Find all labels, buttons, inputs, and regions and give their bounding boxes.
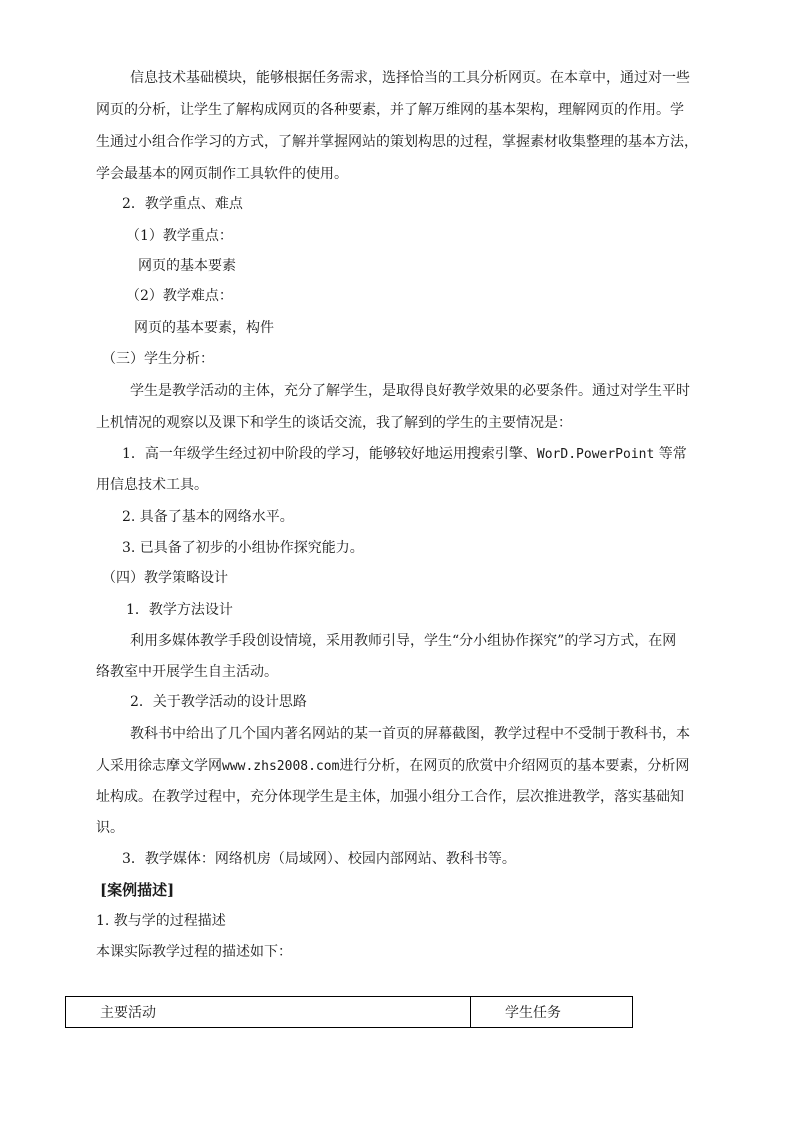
para1-line4: 学会最基本的网页制作工具软件的使用。 [96, 166, 348, 182]
strategy-p1-line2: 络教室中开展学生自主活动。 [96, 664, 278, 680]
students-item3: 3. 已具备了初步的小组协作探究能力。 [122, 540, 364, 556]
students-item2: 2. 具备了基本的网络水平。 [122, 509, 294, 525]
difficulty-label: （2）教学难点： [126, 288, 233, 304]
strategy-p2-line4: 识。 [96, 820, 124, 836]
table-header-activity: 主要活动 [66, 997, 471, 1028]
students-line2: 上机情况的观察以及课下和学生的谈话交流，我了解到的学生的主要情况是： [96, 415, 572, 431]
focus-text: 网页的基本要素 [138, 258, 236, 274]
section-heading-students: （三）学生分析： [102, 351, 214, 367]
case-item1: 1. 教与学的过程描述 [96, 913, 226, 929]
strategy-p2-line2 [96, 756, 689, 777]
table-header-task: 学生任务 [471, 997, 633, 1028]
para1-line1: 信息技术基础模块，能够根据任务需求，选择恰当的工具分析网页。在本章中，通过对一些 [130, 70, 690, 86]
para1-line2: 网页的分析，让学生了解构成网页的各种要素，并了解万维网的基本架构，理解网页的作用。学 [96, 102, 684, 118]
students-item1-line1 [122, 444, 687, 465]
strategy-p2-line1: 教科书中给出了几个国内著名网站的某一首页的屏幕截图，教学过程中不受制于教科书，本 [130, 726, 690, 742]
case-intro: 本课实际教学过程的描述如下： [96, 944, 292, 960]
strategy-p1-line1: 利用多媒体教学手段创设情境，采用教师引导，学生“分小组协作探究”的学习方式，在网 [130, 633, 677, 649]
website-url: www.zhs2008.com [222, 759, 340, 774]
table-header-row [66, 997, 633, 1028]
students-line1: 学生是教学活动的主体，充分了解学生，是取得良好教学效果的必要条件。通过对学生平时 [130, 383, 690, 399]
strategy-sub3: 3．教学媒体：网络机房（局域网）、校园内部网站、教科书等。 [122, 851, 516, 867]
strategy-sub2: 2．关于教学活动的设计思路 [130, 694, 307, 710]
para1-line3: 生通过小组合作学习的方式，了解并掌握网站的策划构思的过程，掌握素材收集整理的基本方法， [96, 134, 698, 150]
item1-software: WorD.PowerPoint [536, 447, 655, 462]
strategy-sub1: 1．教学方法设计 [126, 602, 233, 618]
item1-text-a: 1．高一年级学生经过初中阶段的学习，能够较好地运用搜索引擎、 [122, 446, 537, 462]
focus-label: （1）教学重点： [126, 228, 233, 244]
item1-text-c: 等常 [654, 446, 687, 462]
case-heading: [案例描述] [100, 881, 175, 899]
p2-text-a: 人采用徐志摩文学网 [96, 758, 222, 774]
activity-table [65, 996, 633, 1028]
difficulty-text: 网页的基本要素，构件 [134, 320, 274, 336]
strategy-p2-line3: 址构成。在教学过程中，充分体现学生是主体，加强小组分工合作，层次推进教学，落实基础知 [96, 789, 684, 805]
section-heading-focus: 2．教学重点、难点 [122, 196, 243, 212]
section-heading-strategy: （四）教学策略设计 [102, 570, 228, 586]
p2-text-c: 进行分析，在网页的欣赏中介绍网页的基本要素，分析网 [339, 758, 690, 774]
students-item1-line2: 用信息技术工具。 [96, 477, 208, 493]
